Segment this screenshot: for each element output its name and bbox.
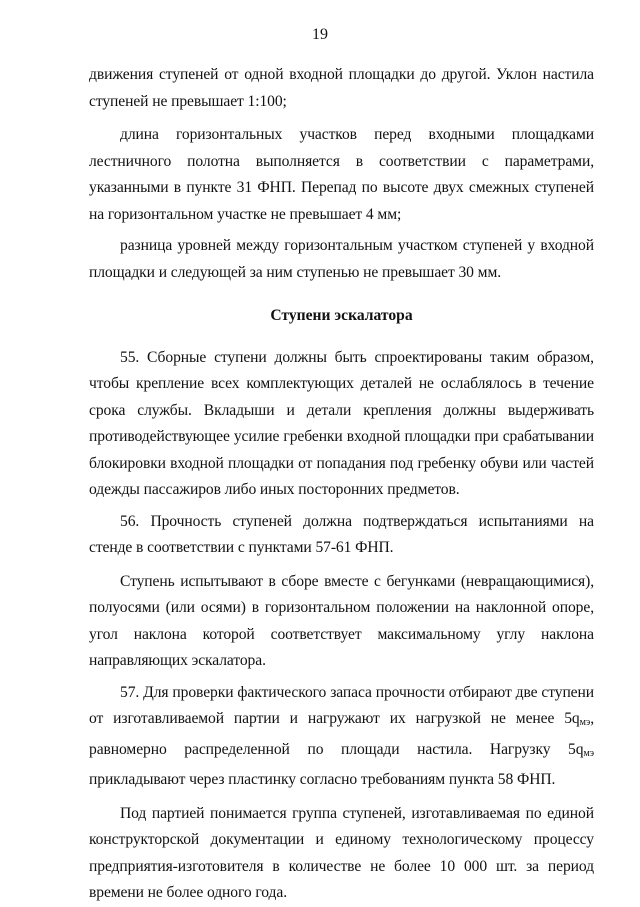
paragraph-57-text-3: прикладывают через пластинку согласно требованиям пункта 58 ФНП.	[89, 771, 556, 788]
paragraph-55: 55. Сборные ступени должны быть спроектированы таким образом, чтобы крепление всех комплектующих деталей не ослаблялось в течение срока службы. Вкладыши и детали крепления должны выдерживать противодействующее усилие гребенки входной площадки при срабатывании блокировки входной площадки от попадания под гребенку обуви или частей одежды пассажиров либо иных посторонних предметов.	[89, 348, 594, 498]
paragraph-57-text-2: , равномерно распределенной по площади настила. Нагрузку 5q	[89, 710, 594, 758]
paragraph-56: 56. Прочность ступеней должна подтверждаться испытаниями на стенде в соответствии с пунктами 57-61 ФНП.	[89, 512, 594, 556]
paragraph-batch-definition: Под партией понимается группа ступеней, изготавливаемая по единой конструкторской документации и единому технологическому процессу предприятия-изготовителя в количестве не более 10 000 шт. за период времени не более одного года.	[89, 804, 594, 901]
paragraph-step-movement: движения ступеней от одной входной площадки до другой. Уклон настила ступеней не превышает 1:100;	[89, 66, 594, 110]
paragraph-level-difference: разница уровней между горизонтальным участком ступеней у входной площадки и следующей за ним ступенью не превышает 30 мм.	[89, 237, 594, 281]
paragraph-horizontal-length: длина горизонтальных участков перед входными площадками лестничного полотна выполняется в соответствии с параметрами, указанными в пункте 31 ФНП. Перепад по высоте двух смежных ступеней на горизонтальном участке не превышает 4 мм;	[89, 126, 594, 223]
page-number: 19	[312, 26, 328, 43]
paragraph-step-test: Ступень испытывают в сборе вместе с бегунками (невращающимися), полуосями (или осями) в горизонтальном положении на наклонной опоре, угол наклона которой соответствует максимальному углу наклона направляющих эскалатора.	[89, 572, 594, 669]
body-text	[89, 62, 594, 907]
paragraph-57	[89, 680, 594, 794]
load-subscript: мэ	[579, 717, 591, 728]
paragraph-57-text-1: 57. Для проверки фактического запаса прочности отбирают две ступени от изготавливаемой партии и нагружают их нагрузкой не менее 5q	[89, 683, 594, 727]
section-heading: Ступени эскалатора	[270, 307, 413, 324]
load-subscript: мэ	[583, 747, 594, 759]
